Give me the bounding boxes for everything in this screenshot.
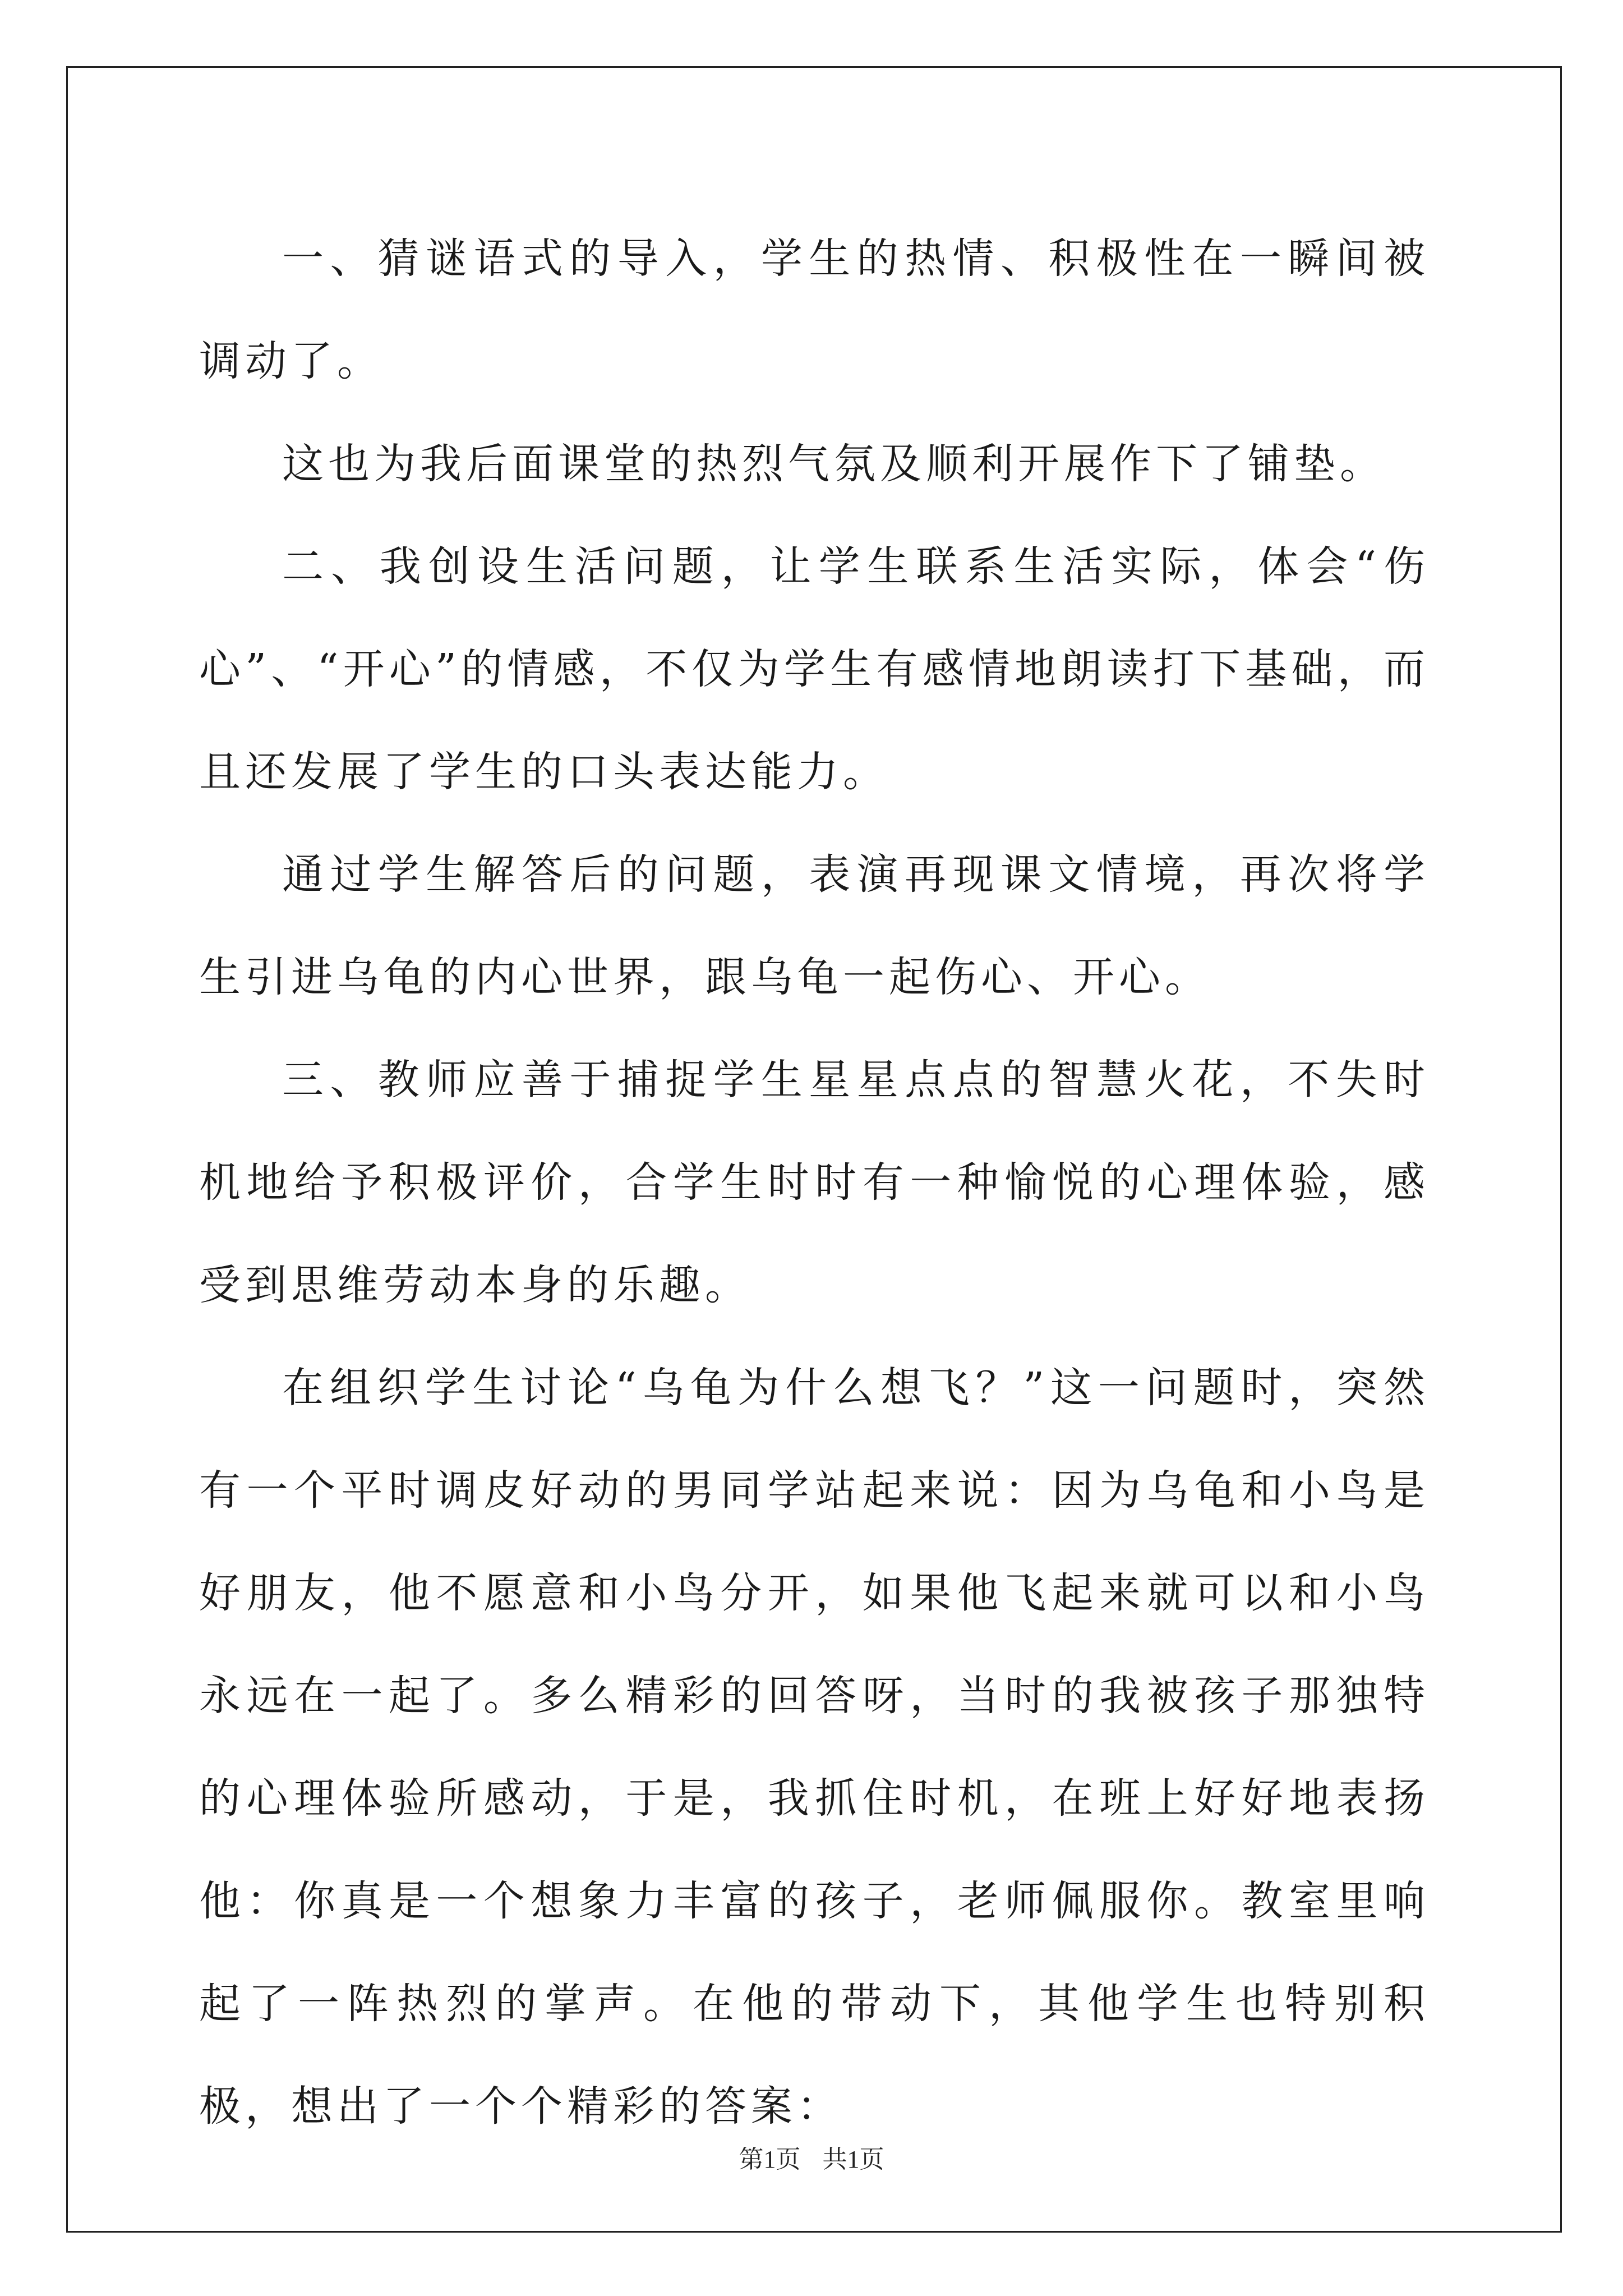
paragraph-2: 这也为我后面课堂的热烈气氛及顺利开展作下了铺垫。	[282, 440, 1386, 488]
page-total: 共1页	[822, 2146, 884, 2173]
page-number: 第1页	[739, 2146, 801, 2173]
paragraph-4: 通过学生解答后的问题，表演再现课文情境，再次将学生引进乌龟的内心世界，跟乌龟一起伤心、开心。	[199, 850, 1430, 1001]
page-footer	[0, 2143, 1623, 2177]
paragraph-1: 一、猜谜语式的导入，学生的热情、积极性在一瞬间被调动了。	[199, 234, 1430, 385]
document-body	[199, 208, 1430, 2158]
paragraph-6: 在组织学生讨论“乌龟为什么想飞？”这一问题时，突然有一个平时调皮好动的男同学站起来说：因为乌龟和小鸟是好朋友，他不愿意和小鸟分开，如果他飞起来就可以和小鸟永远在一起了。多么精彩的回答呀，当时的我被孩子那独特的心理体验所感动，于是，我抓住时机，在班上好好地表扬他：你真是一个想象力丰富的孩子，老师佩服你。教室里响起了一阵热烈的掌声。在他的带动下，其他学生也特别积极，想出了一个个精彩的答案：	[199, 1364, 1430, 2131]
paragraph-3: 二、我创设生活问题，让学生联系生活实际，体会“伤心”、“开心”的情感，不仅为学生有感情地朗读打下基础，而且还发展了学生的口头表达能力。	[199, 542, 1430, 796]
paragraph-5: 三、教师应善于捕捉学生星星点点的智慧火花，不失时机地给予积极评价，合学生时时有一种愉悦的心理体验，感受到思维劳动本身的乐趣。	[199, 1056, 1430, 1309]
